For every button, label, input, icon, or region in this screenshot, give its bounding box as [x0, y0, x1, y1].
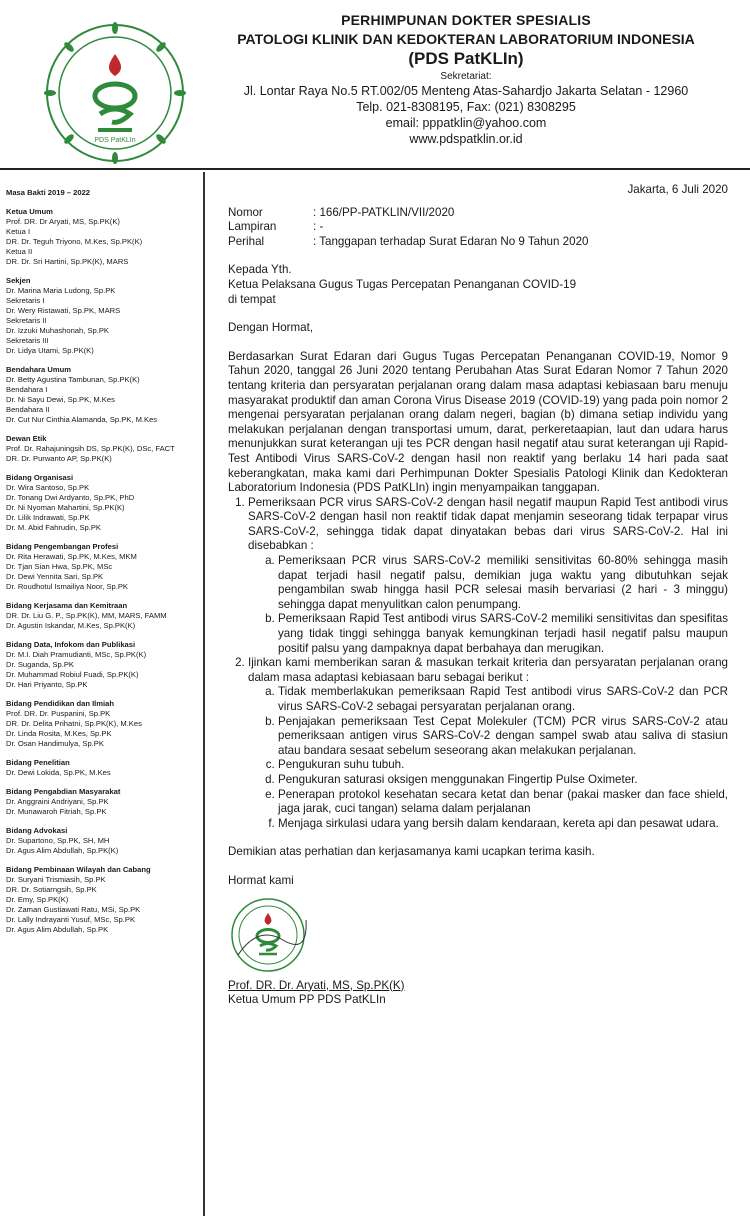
board-member: Dr. Linda Rosita, M.Kes, Sp.PK — [6, 729, 112, 738]
letter-date: Jakarta, 6 Juli 2020 — [627, 183, 728, 196]
org-short-name: (PDS PatKLIn) — [408, 49, 524, 68]
board-group-title: Bidang Pengembangan Profesi — [6, 542, 119, 551]
board-member: DR. Dr. Teguh Triyono, M.Kes, Sp.PK(K) — [6, 237, 143, 246]
board-member: Dr. Lilik Indrawati, Sp.PK — [6, 513, 90, 522]
board-group — [6, 434, 198, 464]
board-member: Dr. Lally Indrayanti Yusuf, MSc, Sp.PK — [6, 915, 136, 924]
sidebar-divider — [203, 172, 205, 1216]
board-member: Dr. Izzuki Muhashonah, Sp.PK — [6, 326, 109, 335]
list-item: b. Pemeriksaan Rapid Test antibodi virus SARS-CoV-2 memiliki sensitivitas dan spesifitas yang tidak tinggi sehingga banyak kemungkinan terjadi hasil negatif palsu maupun positif palsu yang dampaknya dapat berbahaya dan merugikan. — [278, 612, 728, 656]
board-group-title: Sekjen — [6, 276, 31, 285]
board-member: DR. Dr. Sri Hartini, Sp.PK(K), MARS — [6, 257, 129, 266]
nomor-value: : 166/PP-PATKLIN/VII/2020 — [313, 205, 455, 219]
board-member: Dr. Agus Alim Abdullah, Sp.PK(K) — [6, 846, 119, 855]
meta-nomor — [228, 206, 728, 221]
board-member: Dr. Betty Agustina Tambunan, Sp.PK(K) — [6, 375, 140, 384]
signature-stamp — [228, 895, 308, 975]
board-group-title: Bidang Advokasi — [6, 826, 68, 835]
lampiran-label: Lampiran — [228, 220, 277, 234]
board-group — [6, 207, 198, 267]
letterhead — [196, 12, 736, 146]
board-group — [6, 601, 198, 631]
board-member: Bendahara I — [6, 385, 48, 394]
email: email: pppatklin@yahoo.com — [385, 116, 547, 130]
board-member: DR. Dr. Liu G. P., Sp.PK(K), MM, MARS, FAMM — [6, 611, 167, 620]
point-1-text: Pemeriksaan PCR virus SARS-CoV-2 dengan hasil negatif maupun Rapid Test antibodi virus SARS-CoV-2 dengan hasil non reaktif tidak dapat menjamin seseorang tidak terpapar virus SARS-CoV-2, sehingga tidak dapat dinyatakan bebas dari virus SARS-CoV-2. Hal ini disebabkan : — [248, 495, 728, 553]
board-member: Dr. Osan Handimulya, Sp.PK — [6, 739, 104, 748]
list-item: d. Pengukuran saturasi oksigen menggunakan Fingertip Pulse Oximeter. — [278, 773, 728, 788]
board-member: Sekretaris II — [6, 316, 47, 325]
board-period: Masa Bakti 2019 – 2022 — [6, 188, 91, 197]
board-member: Dr. Ni Nyoman Mahartini, Sp.PK(K) — [6, 503, 125, 512]
list-item: a. Tidak memberlakukan pemeriksaan Rapid Test antibodi virus SARS-CoV-2 dan PCR virus SARS-CoV-2 sebagai persyaratan perjalanan orang. — [278, 685, 728, 714]
kepada: Kepada Yth. — [228, 263, 292, 277]
meta-perihal — [228, 235, 728, 250]
point-1 — [248, 496, 728, 657]
regards: Hormat kami — [228, 873, 294, 887]
board-member: Dr. M. Abid Fahrudin, Sp.PK — [6, 523, 101, 532]
signer-name: Prof. DR. Dr. Aryati, MS, Sp.PK(K) — [228, 978, 405, 992]
board-member: Dr. Tonang Dwi Ardyanto, Sp.PK, PhD — [6, 493, 135, 502]
board-member: Dr. Dewi Yennita Sari, Sp.PK — [6, 572, 104, 581]
board-member: Dr. Rita Herawati, Sp.PK, M.Kes, MKM — [6, 552, 137, 561]
board-group-title: Bidang Kerjasama dan Kemitraan — [6, 601, 128, 610]
board-group-title: Bidang Penelitian — [6, 758, 70, 767]
board-member: Dr. Emy, Sp.PK(K) — [6, 895, 69, 904]
board-group — [6, 473, 198, 533]
board-member: Bendahara II — [6, 405, 50, 414]
board-member: Dr. Marina Maria Ludong, Sp.PK — [6, 286, 116, 295]
board-group — [6, 542, 198, 592]
point-2-items — [248, 685, 728, 831]
board-member: DR. Dr. Purwanto AP, Sp.PK(K) — [6, 454, 112, 463]
board-member: DR. Dr. Delita Prihatni, Sp.PK(K), M.Kes — [6, 719, 142, 728]
board-group-title: Dewan Etik — [6, 434, 47, 443]
board-member: Dr. Munawaroh Fitriah, Sp.PK — [6, 807, 107, 816]
board-member: Ketua I — [6, 227, 31, 236]
board-member: DR. Dr. Sotiarngsih, Sp.PK — [6, 885, 97, 894]
list-item: b. Penjajakan pemeriksaan Test Cepat Molekuler (TCM) PCR virus SARS-CoV-2 atau pemeriksaan antigen virus SARS-CoV-2 dengan sampel swab atau saliva di stasiun atau bandara sesaat sebelum seseorang akan melakukan perjalanan. — [278, 715, 728, 759]
board-member: Dr. Suryani Trismiasih, Sp.PK — [6, 875, 106, 884]
closing: Demikian atas perhatian dan kerjasamanya kami ucapkan terima kasih. — [228, 845, 595, 859]
board-member: Dr. Muhammad Robiul Fuadi, Sp.PK(K) — [6, 670, 139, 679]
recipient: Ketua Pelaksana Gugus Tugas Percepatan Penanganan COVID-19 — [228, 277, 577, 291]
board-member: Prof. DR. Dr. Puspanini, Sp.PK — [6, 709, 111, 718]
header-divider — [0, 168, 750, 170]
perihal-value: : Tanggapan terhadap Surat Edaran No 9 Tahun 2020 — [313, 234, 589, 248]
board-member: Dr. Lidya Utami, Sp.PK(K) — [6, 346, 94, 355]
board-group-title: Bidang Organisasi — [6, 473, 74, 482]
board-member: Ketua II — [6, 247, 33, 256]
board-group-title: Ketua Umum — [6, 207, 53, 216]
board-group-title: Bidang Data, Infokom dan Publikasi — [6, 640, 136, 649]
board-member: Dr. Suganda, Sp.PK — [6, 660, 74, 669]
board-sidebar — [6, 188, 198, 944]
board-member: Dr. Wira Santoso, Sp.PK — [6, 483, 90, 492]
svg-text:PDS PatKLIn: PDS PatKLIn — [94, 137, 136, 144]
board-member: Dr. Agustin Iskandar, M.Kes, Sp.PK(K) — [6, 621, 136, 630]
board-group — [6, 276, 198, 356]
board-group-title: Bendahara Umum — [6, 365, 71, 374]
org-name-line1: PERHIMPUNAN DOKTER SPESIALIS — [341, 12, 591, 28]
list-item: e. Penerapan protokol kesehatan secara ketat dan benar (pakai masker dan face shield, jaga jarak, cuci tangan) selama dalam perjalanan — [278, 788, 728, 817]
board-member: Dr. Dewi Lokida, Sp.PK, M.Kes — [6, 768, 111, 777]
lampiran-value: : - — [313, 220, 324, 234]
point-2-text: Ijinkan kami memberikan saran & masukan terkait kriteria dan persyaratan perjalanan orang dalam masa adaptasi kebiasaan baru sebagai berikut : — [248, 656, 728, 684]
board-member: Dr. Hari Priyanto, Sp.PK — [6, 680, 88, 689]
list-item: c. Pengukuran suhu tubuh. — [278, 758, 728, 773]
board-member: Dr. M.I. Diah Pramudianti, MSc, Sp.PK(K) — [6, 650, 147, 659]
board-group-title: Bidang Pembinaan Wilayah dan Cabang — [6, 865, 151, 874]
board-member: Sekretaris I — [6, 296, 45, 305]
board-group-title: Bidang Pendidikan dan Ilmiah — [6, 699, 115, 708]
board-member: Sekretaris III — [6, 336, 49, 345]
point-1-items — [248, 554, 728, 656]
list-item: f. Menjaga sirkulasi udara yang bersih dalam kendaraan, kereta api dan pesawat udara. — [278, 817, 728, 832]
board-group — [6, 826, 198, 856]
board-member: Dr. Roudhotul Ismailiya Noor, Sp.PK — [6, 582, 128, 591]
board-member: Prof. Dr. Rahajuningsih DS, Sp.PK(K), DSc, FACT — [6, 444, 175, 453]
board-member: Prof. DR. Dr Aryati, MS, Sp.PK(K) — [6, 217, 120, 226]
nomor-label: Nomor — [228, 205, 263, 219]
perihal-label: Perihal — [228, 234, 265, 248]
board-group — [6, 758, 198, 778]
signer-title: Ketua Umum PP PDS PatKLIn — [228, 993, 386, 1007]
board-group — [6, 865, 198, 935]
points-list — [228, 496, 728, 832]
board-group — [6, 699, 198, 749]
list-item: a. Pemeriksaan PCR virus SARS-CoV-2 memiliki sensitivitas 60-80% sehingga masih dapat terjadi hasil negatif palsu, demikian juga waktu yang dibutuhkan sejak pengambilan swab hingga hasil PCR selesai masih bervariasi (2 hari - 3 minggu) sehingga dapat menyulitkan calon penumpang. — [278, 554, 728, 612]
greeting: Dengan Hormat, — [228, 321, 314, 335]
board-group — [6, 640, 198, 690]
org-name-line2: PATOLOGI KLINIK DAN KEDOKTERAN LABORATORIUM INDONESIA — [237, 31, 695, 47]
letter-body — [228, 183, 728, 1008]
board-member: Dr. Agus Alim Abdullah, Sp.PK — [6, 925, 109, 934]
board-member: Dr. Supartono, Sp.PK, SH, MH — [6, 836, 110, 845]
board-group — [6, 365, 198, 425]
board-group — [6, 787, 198, 817]
intro-paragraph: Berdasarkan Surat Edaran dari Gugus Tugas Percepatan Penanganan COVID-19, Nomor 9 Tahun 2020, tanggal 26 Juni 2020 tentang Perubahan Atas Surat Edaran Nomor 7 Tahun 2020 tentang kriteria dan persyaratan perjalanan orang dalam masa adaptasi kebiasaan baru menuju masyarakat produktif dan aman Corona Virus Disease 2019 (COVID-19) yang pada poin nomor 2 mengenai persyaratan perjalanan orang dalam negeri, bagian (b) dimana setiap individu yang melakukan perjalanan dengan transportasi umum, darat, perkeretaapian, laut dan udara harus menunjukkan surat keterangan uji tes PCR dengan hasil negatif atau surat keterangan uji Rapid-Test Antibodi Virus SARS-CoV-2 dengan hasil non reaktif yang berlaku 14 hari pada saat keberangkatan, maka kami dari Perhimpunan Dokter Spesialis Patologi Klinik dan Kedokteran Laboratorium Indonesia (PDS PatKLIn) ingin menyampaikan tanggapan. — [228, 349, 728, 495]
website: www.pdspatklin.or.id — [409, 132, 523, 146]
board-member: Dr. Anggraini Andriyani, Sp.PK — [6, 797, 109, 806]
secretariat-label: Sekretariat: — [440, 71, 492, 82]
board-member: Dr. Wery Ristawati, Sp.PK, MARS — [6, 306, 121, 315]
phone: Telp. 021-8308195, Fax: (021) 8308295 — [356, 100, 576, 114]
org-logo — [40, 18, 190, 168]
meta-lampiran — [228, 220, 728, 235]
board-member: Dr. Cut Nur Cinthia Alamanda, Sp.PK, M.Kes — [6, 415, 158, 424]
board-member: Dr. Zaman Gustiawati Ratu, MSi, Sp.PK — [6, 905, 141, 914]
tempat: di tempat — [228, 292, 276, 306]
board-member: Dr. Tjan Sian Hwa, Sp.PK, MSc — [6, 562, 113, 571]
address: Jl. Lontar Raya No.5 RT.002/05 Menteng Atas-Sahardjo Jakarta Selatan - 12960 — [243, 84, 689, 98]
point-2 — [248, 656, 728, 831]
board-group-title: Bidang Pengabdian Masyarakat — [6, 787, 121, 796]
board-member: Dr. Ni Sayu Dewi, Sp.PK, M.Kes — [6, 395, 115, 404]
board-groups — [6, 207, 198, 935]
